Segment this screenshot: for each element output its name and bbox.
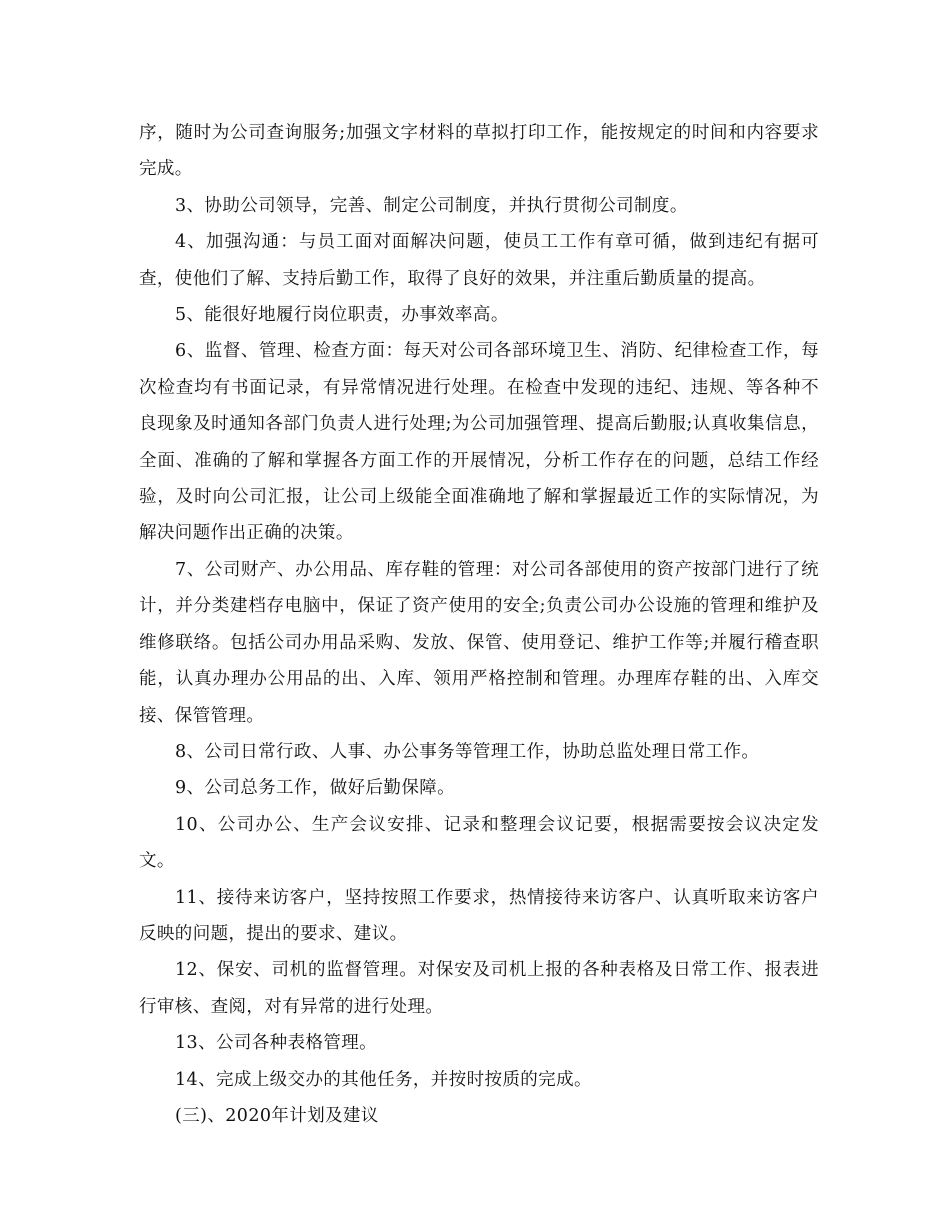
paragraph-item-8: 8、公司日常行政、人事、办公事务等管理工作，协助总监处理日常工作。 <box>175 741 760 762</box>
paragraph-item-13: 13、公司各种表格管理。 <box>175 1033 378 1054</box>
paragraph-item-6: 6、监督、管理、检查方面：每天对公司各部环境卫生、消防、纪律检查工作，每次检查均有书面记录，有异常情况进行处理。在检查中发现的违纪、违规、等各种不良现象及时通知各部门负责人进行处理;为公司加强管理、提高后勤服;认真收集信息，全面、准确的了解和掌握各方面工作的开展情况，分析工作存在的问题，总结工作经验，及时向公司汇报，让公司上级能全面准确地了解和掌握最近工作的实际情况，为解决问题作出正确的决策。 <box>139 341 819 544</box>
paragraph-item-12: 12、保安、司机的监督管理。对保安及司机上报的各种表格及日常工作、报表进行审核、查阅，对有异常的进行处理。 <box>139 960 819 1017</box>
paragraph-item-3: 3、协助公司领导，完善、制定公司制度，并执行贯彻公司制度。 <box>175 195 688 216</box>
document-body <box>139 115 819 1134</box>
paragraph-continuation: 序，随时为公司查询服务;加强文字材料的草拟打印工作，能按规定的时间和内容要求完成。 <box>139 123 819 180</box>
paragraph-item-9: 9、公司总务工作，做好后勤保障。 <box>175 778 456 799</box>
paragraph-item-14: 14、完成上级交办的其他任务，并按时按质的完成。 <box>175 1069 592 1090</box>
paragraph-item-4: 4、加强沟通：与员工面对面解决问题，使员工工作有章可循，做到违纪有据可查，使他们了解、支持后勤工作，取得了良好的效果，并注重后勤质量的提高。 <box>139 232 819 289</box>
paragraph-item-7: 7、公司财产、办公用品、库存鞋的管理：对公司各部使用的资产按部门进行了统计，并分类建档存电脑中，保证了资产使用的安全;负责公司办公设施的管理和维护及维修联络。包括公司办用品采购、发放、保管、使用登记、维护工作等;并履行稽查职能，认真办理办公用品的出、入库、领用严格控制和管理。办理库存鞋的出、入库交接、保管管理。 <box>139 559 819 726</box>
paragraph-item-11: 11、接待来访客户，坚持按照工作要求，热情接待来访客户、认真听取来访客户反映的问题，提出的要求、建议。 <box>139 887 819 944</box>
paragraph-item-10: 10、公司办公、生产会议安排、记录和整理会议记要，根据需要按会议决定发文。 <box>139 814 819 872</box>
paragraph-item-5: 5、能很好地履行岗位职责，办事效率高。 <box>175 305 509 326</box>
section-heading-plan: (三)、2020年计划及建议 <box>175 1105 379 1126</box>
